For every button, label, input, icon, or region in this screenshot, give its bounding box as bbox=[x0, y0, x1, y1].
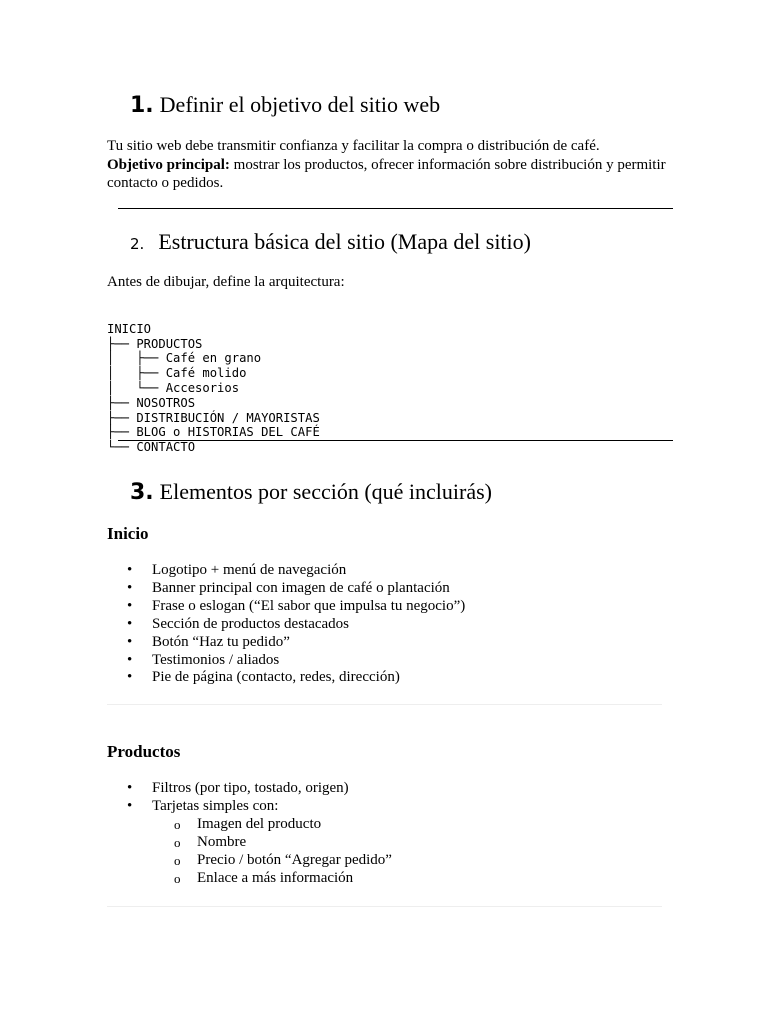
bullet-icon: • bbox=[127, 615, 133, 632]
productos-heading: Productos bbox=[107, 742, 181, 761]
sub-bullet-icon: o bbox=[174, 834, 181, 850]
section-2-number: 2. bbox=[130, 235, 145, 253]
bullet-icon: • bbox=[127, 797, 133, 814]
tree-line: │ ├── Café molido bbox=[107, 366, 247, 381]
list-item bbox=[107, 616, 465, 634]
sub-bullet-icon: o bbox=[174, 870, 181, 886]
list-item bbox=[107, 798, 392, 888]
divider-3 bbox=[107, 704, 662, 705]
list-item bbox=[107, 634, 465, 652]
section-1-heading bbox=[130, 92, 440, 119]
tree-line: ├── BLOG o HISTORIAS DEL CAFÉ bbox=[107, 425, 320, 440]
sitemap-tree bbox=[107, 307, 320, 470]
bullet-icon: • bbox=[127, 579, 133, 596]
section-1-intro: Tu sitio web debe transmitir confianza y facilitar la compra o distribución de café. bbox=[107, 138, 600, 154]
objective-label: Objetivo principal: bbox=[107, 156, 230, 173]
list-item-text: Testimonios / aliados bbox=[152, 651, 280, 668]
list-item-text: Botón “Haz tu pedido” bbox=[152, 633, 290, 650]
objective-text: mostrar los productos, ofrecer información sobre distribución y permitir contacto o pedidos. bbox=[107, 156, 666, 191]
divider-2 bbox=[118, 440, 673, 441]
sub-list-item bbox=[152, 852, 392, 870]
list-item bbox=[107, 580, 465, 598]
sub-list-item bbox=[152, 834, 392, 852]
sub-bullet-icon: o bbox=[174, 852, 181, 868]
list-item-text: Sección de productos destacados bbox=[152, 615, 350, 632]
section-1-body bbox=[107, 137, 667, 193]
list-item-text: Filtros (por tipo, tostado, origen) bbox=[152, 780, 349, 796]
sub-list-item-text: Nombre bbox=[197, 833, 247, 850]
tree-line: ├── PRODUCTOS bbox=[107, 336, 203, 351]
inicio-list bbox=[107, 562, 465, 687]
section-3-title: Elementos por sección (qué incluirás) bbox=[159, 479, 493, 504]
bullet-icon: • bbox=[127, 562, 133, 578]
sub-bullet-icon: o bbox=[174, 816, 181, 832]
tree-line: │ ├── Café en grano bbox=[107, 351, 262, 366]
sub-list-item-text: Precio / botón “Agregar pedido” bbox=[197, 851, 392, 868]
list-item bbox=[107, 669, 465, 687]
productos-list bbox=[107, 780, 392, 887]
list-item bbox=[107, 652, 465, 670]
list-item bbox=[107, 780, 392, 798]
sub-list-item bbox=[152, 870, 392, 888]
list-item-text: Tarjetas simples con: bbox=[152, 797, 279, 814]
list-item-text: Pie de página (contacto, redes, dirección) bbox=[152, 669, 400, 686]
bullet-icon: • bbox=[127, 780, 133, 796]
sub-list-item bbox=[152, 816, 392, 834]
list-item bbox=[107, 598, 465, 616]
divider-4 bbox=[107, 906, 662, 907]
productos-sublist bbox=[152, 816, 392, 888]
tree-line: └── CONTACTO bbox=[107, 440, 196, 455]
bullet-icon: • bbox=[127, 597, 133, 614]
list-item-text: Logotipo + menú de navegación bbox=[152, 562, 347, 578]
sub-list-item-text: Enlace a más información bbox=[197, 869, 354, 886]
section-2-intro: Antes de dibujar, define la arquitectura: bbox=[107, 274, 345, 290]
section-3-heading bbox=[130, 479, 492, 506]
divider-1 bbox=[118, 208, 673, 209]
sub-list-item-text: Imagen del producto bbox=[197, 815, 322, 832]
tree-line: INICIO bbox=[107, 321, 152, 336]
list-item bbox=[107, 562, 465, 580]
tree-line: ├── NOSOTROS bbox=[107, 395, 196, 410]
section-1-title: Definir el objetivo del sitio web bbox=[159, 92, 441, 117]
list-item-text: Frase o eslogan (“El sabor que impulsa tu negocio”) bbox=[152, 597, 466, 614]
inicio-heading: Inicio bbox=[107, 524, 149, 543]
bullet-icon: • bbox=[127, 633, 133, 650]
section-3-number: 3. bbox=[130, 480, 154, 505]
tree-line: ├── DISTRIBUCIÓN / MAYORISTAS bbox=[107, 410, 320, 425]
tree-line: │ └── Accesorios bbox=[107, 380, 240, 395]
section-2-title: Estructura básica del sitio (Mapa del sitio) bbox=[158, 229, 531, 254]
section-1-number: 1. bbox=[130, 93, 154, 118]
section-2-heading bbox=[130, 229, 531, 257]
bullet-icon: • bbox=[127, 669, 133, 686]
list-item-text: Banner principal con imagen de café o plantación bbox=[152, 579, 450, 596]
bullet-icon: • bbox=[127, 651, 133, 668]
